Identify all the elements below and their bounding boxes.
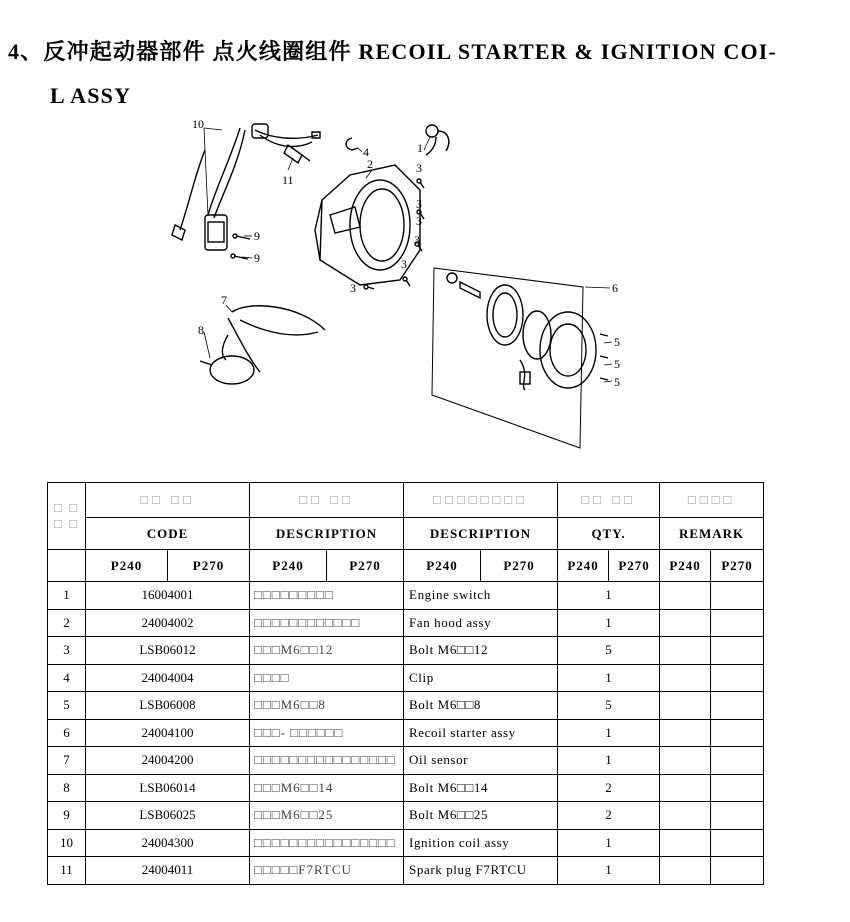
cell-description-cn: □□□□□□□□□□□□□□□□	[250, 829, 404, 857]
header-model: P240	[250, 550, 327, 582]
cell-remark-p240	[660, 719, 711, 747]
header-model: P270	[481, 550, 558, 582]
table-row	[48, 802, 764, 830]
callout-10: 10	[192, 117, 204, 131]
cell-description-cn: □□□- □□□□□□	[250, 719, 404, 747]
cell-code: LSB06014	[86, 774, 250, 802]
cell-code: LSB06012	[86, 637, 250, 665]
cell-item-no: 2	[48, 609, 86, 637]
cell-remark-p240	[660, 637, 711, 665]
spark-plug-drawing	[284, 145, 310, 163]
bolt-m6x25-drawings	[231, 234, 250, 259]
cell-code: 24004004	[86, 664, 250, 692]
header-desc-cn: □□ □□	[250, 483, 404, 518]
callout-5: 5	[614, 375, 620, 389]
cell-code: 24004200	[86, 747, 250, 775]
callout-5: 5	[614, 335, 620, 349]
cell-item-no: 7	[48, 747, 86, 775]
cell-code: 24004002	[86, 609, 250, 637]
cell-description-cn: □□□□□□□□□□□□	[250, 609, 404, 637]
table-header-model-row	[48, 550, 764, 582]
callout-11: 11	[282, 173, 294, 187]
cell-item-no: 1	[48, 582, 86, 610]
cell-qty: 1	[558, 747, 660, 775]
cell-description-cn: □□□M6□□8	[250, 692, 404, 720]
callout-8: 8	[198, 323, 204, 337]
header-model: P240	[558, 550, 609, 582]
table-row	[48, 609, 764, 637]
table-row	[48, 664, 764, 692]
callout-9: 9	[254, 229, 260, 243]
header-model: P270	[711, 550, 764, 582]
callout-1: 1	[417, 141, 423, 155]
cell-remark-p270	[711, 829, 764, 857]
table-header-cn-row	[48, 483, 764, 518]
cell-code: LSB06025	[86, 802, 250, 830]
callout-3: 3	[416, 214, 422, 228]
cell-description-en: Bolt M6□□8	[404, 692, 558, 720]
header-model: P270	[327, 550, 404, 582]
table-row	[48, 829, 764, 857]
cell-item-no: 10	[48, 829, 86, 857]
engine-switch-drawing	[426, 125, 449, 155]
cell-description-en: Fan hood assy	[404, 609, 558, 637]
cell-remark-p270	[711, 747, 764, 775]
callout-7: 7	[221, 293, 227, 307]
cell-remark-p240	[660, 664, 711, 692]
callout-3: 3	[416, 197, 422, 211]
cell-description-cn: □□□M6□□14	[250, 774, 404, 802]
cell-remark-p240	[660, 582, 711, 610]
cell-description-en: Oil sensor	[404, 747, 558, 775]
callout-9: 9	[254, 251, 260, 265]
header-code: CODE	[86, 518, 250, 550]
cell-item-no: 9	[48, 802, 86, 830]
cell-description-en: Recoil starter assy	[404, 719, 558, 747]
header-no-cn: □ □ □ □	[48, 483, 86, 550]
cell-item-no: 3	[48, 637, 86, 665]
cell-code: 24004011	[86, 857, 250, 885]
cell-description-en: Spark plug F7RTCU	[404, 857, 558, 885]
cell-qty: 5	[558, 637, 660, 665]
header-desc-en-cn: □□□□□□□□	[404, 483, 558, 518]
clip-drawing	[346, 138, 358, 150]
table-row	[48, 774, 764, 802]
cell-description-en: Bolt M6□□25	[404, 802, 558, 830]
cell-item-no: 11	[48, 857, 86, 885]
table-row	[48, 692, 764, 720]
cell-code: 16004001	[86, 582, 250, 610]
cell-remark-p270	[711, 719, 764, 747]
cell-remark-p270	[711, 802, 764, 830]
cell-description-en: Bolt M6□□14	[404, 774, 558, 802]
cell-remark-p270	[711, 609, 764, 637]
parts-table	[47, 482, 764, 885]
header-qty-cn: □□ □□	[558, 483, 660, 518]
cell-remark-p270	[711, 774, 764, 802]
header-description: DESCRIPTION	[250, 518, 404, 550]
header-remark-cn: □□□□	[660, 483, 764, 518]
cell-qty: 1	[558, 609, 660, 637]
table-row	[48, 719, 764, 747]
cell-item-no: 5	[48, 692, 86, 720]
parts-table-body	[48, 582, 764, 885]
table-row	[48, 582, 764, 610]
callout-2: 2	[367, 157, 373, 171]
table-header-en-row	[48, 518, 764, 550]
cell-qty: 1	[558, 664, 660, 692]
cell-qty: 2	[558, 774, 660, 802]
ignition-coil-drawing	[172, 124, 320, 250]
callout-3: 3	[414, 233, 420, 247]
cell-description-cn: □□□□□F7RTCU	[250, 857, 404, 885]
cell-remark-p240	[660, 692, 711, 720]
cell-description-cn: □□□M6□□25	[250, 802, 404, 830]
title-line-1: 4、反冲起动器部件 点火线圈组件 RECOIL STARTER & IGNITION COI-	[8, 39, 778, 64]
cell-description-en: Engine switch	[404, 582, 558, 610]
cell-remark-p270	[711, 664, 764, 692]
callout-3: 3	[401, 257, 407, 271]
oil-sensor-drawing	[200, 306, 325, 384]
cell-remark-p240	[660, 774, 711, 802]
callout-3: 3	[350, 281, 356, 295]
cell-qty: 1	[558, 719, 660, 747]
cell-code: 24004100	[86, 719, 250, 747]
header-model: P240	[404, 550, 481, 582]
header-code-cn: □□ □□	[86, 483, 250, 518]
recoil-starter-drawing	[432, 268, 608, 448]
header-remark: REMARK	[660, 518, 764, 550]
table-row	[48, 747, 764, 775]
cell-description-en: Ignition coil assy	[404, 829, 558, 857]
title-line-2: L ASSY	[50, 83, 132, 108]
header-blank	[48, 550, 86, 582]
cell-remark-p270	[711, 857, 764, 885]
callout-3: 3	[416, 161, 422, 175]
cell-item-no: 6	[48, 719, 86, 747]
table-row	[48, 857, 764, 885]
table-row	[48, 637, 764, 665]
header-model: P270	[609, 550, 660, 582]
cell-description-cn: □□□□	[250, 664, 404, 692]
callout-4: 4	[363, 145, 369, 159]
cell-item-no: 4	[48, 664, 86, 692]
cell-description-cn: □□□□□□□□□□□□□□□□	[250, 747, 404, 775]
cell-description-cn: □□□□□□□□□	[250, 582, 404, 610]
cell-remark-p270	[711, 692, 764, 720]
cell-code: LSB06008	[86, 692, 250, 720]
cell-qty: 1	[558, 857, 660, 885]
cell-qty: 5	[558, 692, 660, 720]
header-model: P240	[660, 550, 711, 582]
cell-remark-p240	[660, 609, 711, 637]
callout-6: 6	[612, 281, 618, 295]
cell-code: 24004300	[86, 829, 250, 857]
cell-remark-p240	[660, 802, 711, 830]
cell-remark-p240	[660, 829, 711, 857]
cell-description-en: Clip	[404, 664, 558, 692]
diagram-callouts	[192, 117, 620, 389]
cell-remark-p270	[711, 582, 764, 610]
cell-item-no: 8	[48, 774, 86, 802]
cell-qty: 1	[558, 582, 660, 610]
header-model: P270	[168, 550, 250, 582]
cell-remark-p270	[711, 637, 764, 665]
cell-qty: 2	[558, 802, 660, 830]
cell-description-en: Bolt M6□□12	[404, 637, 558, 665]
cell-qty: 1	[558, 829, 660, 857]
cell-remark-p240	[660, 747, 711, 775]
header-model: P240	[86, 550, 168, 582]
header-description: DESCRIPTION	[404, 518, 558, 550]
callout-5: 5	[614, 357, 620, 371]
cell-description-cn: □□□M6□□12	[250, 637, 404, 665]
cell-remark-p240	[660, 857, 711, 885]
header-qty: QTY.	[558, 518, 660, 550]
